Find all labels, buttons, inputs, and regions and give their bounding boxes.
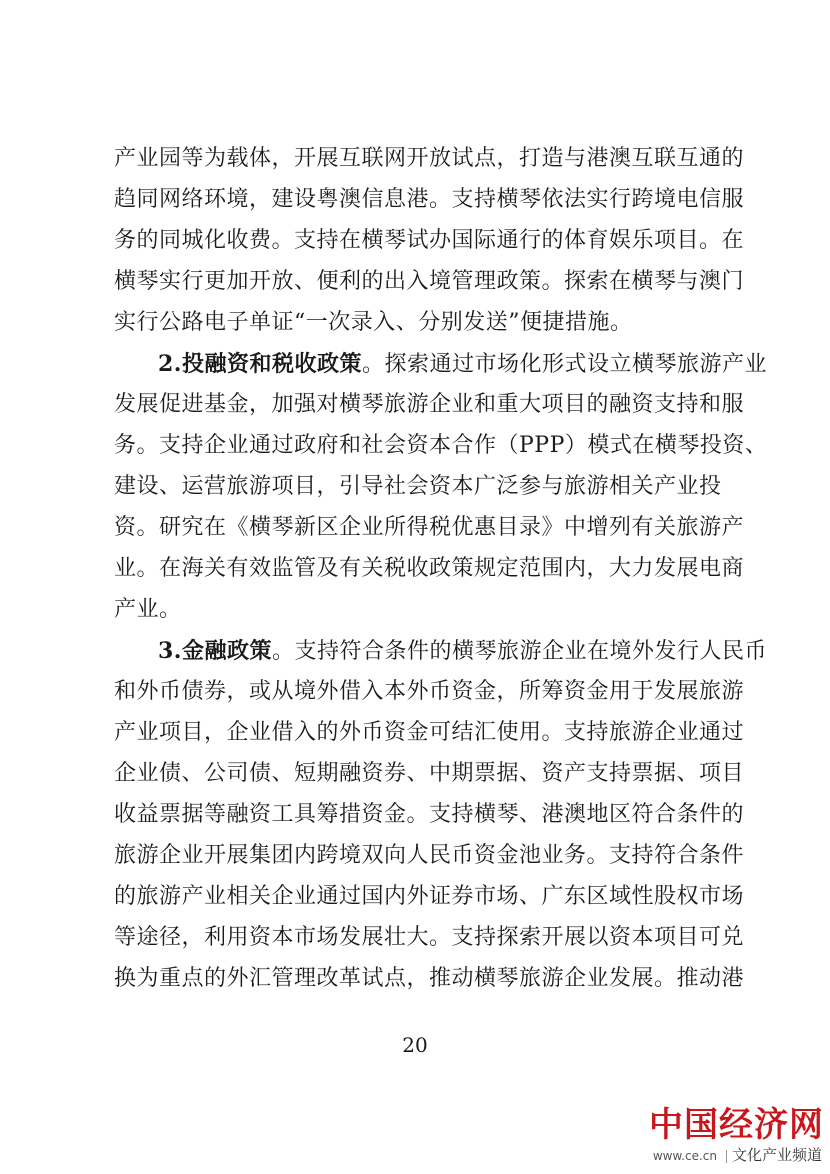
paragraph-2-line-6: 业。在海关有效监管及有关税收政策规定范围内，大力发展电商 [114,556,745,581]
paragraph-2-line-7: 产业。 [114,597,182,622]
paragraph-1-line-2: 趋同网络环境，建设粤澳信息港。支持横琴依法实行跨境电信服 [114,187,745,212]
watermark-logo: 中国经济网 [649,1105,824,1145]
paragraph-2-line-5: 资。研究在《横琴新区企业所得税优惠目录》中增列有关旅游产 [114,515,745,540]
paragraph-3-line-7: 的旅游产业相关企业通过国内外证券市场、广东区域性股权市场 [114,884,745,909]
paragraph-3-line-2: 和外币债券，或从境外借入本外币资金，所筹资金用于发展旅游 [114,679,745,704]
paragraph-3-line-6: 旅游企业开展集团内跨境双向人民币资金池业务。支持符合条件 [114,843,745,868]
paragraph-2-heading: 2.投融资和税收政策 [158,351,362,377]
paragraph-1-line-4: 横琴实行更加开放、便利的出入境管理政策。探索在横琴与澳门 [114,269,745,294]
paragraph-2-line-3: 务。支持企业通过政府和社会资本合作（PPP）模式在横琴投资、 [114,433,768,458]
paragraph-3-line-5: 收益票据等融资工具筹措资金。支持横琴、港澳地区符合条件的 [114,802,745,827]
paragraph-3-first-line [158,636,767,667]
paragraph-1-line-1: 产业园等为载体，开展互联网开放试点，打造与港澳互联互通的 [114,146,745,171]
paragraph-3-line-9: 换为重点的外汇管理改革试点，推动横琴旅游企业发展。推动港 [114,966,745,991]
paragraph-2-first-line-text: 。探索通过市场化形式设立横琴旅游产业 [361,352,767,377]
watermark-caption [653,1146,822,1165]
watermark-channel: 文化产业频道 [731,1146,822,1164]
paragraph-2-line-4: 建设、运营旅游项目，引导社会资本广泛参与旅游相关产业投 [114,474,722,499]
paragraph-3-first-line-text: 。支持符合条件的横琴旅游企业在境外发行人民币 [271,639,767,664]
paragraph-2-line-2: 发展促进基金，加强对横琴旅游企业和重大项目的融资支持和服 [114,392,745,417]
paragraph-3-line-4: 企业债、公司债、短期融资券、中期票据、资产支持票据、项目 [114,761,745,786]
watermark-url: www.ce.cn [652,1149,717,1163]
paragraph-1-line-3: 务的同城化收费。支持在横琴试办国际通行的体育娱乐项目。在 [114,228,745,253]
page-number: 20 [402,1033,428,1057]
paragraph-3-line-3: 产业项目，企业借入的外币资金可结汇使用。支持旅游企业通过 [114,720,745,745]
paragraph-1-line-5: 实行公路电子单证“一次录入、分别发送”便捷措施。 [114,310,633,335]
paragraph-3-line-8: 等途径，利用资本市场发展壮大。支持探索开展以资本项目可兑 [114,925,745,950]
paragraph-2-first-line [158,349,767,380]
watermark-divider [726,1150,727,1163]
paragraph-3-heading: 3.金融政策 [158,638,272,664]
